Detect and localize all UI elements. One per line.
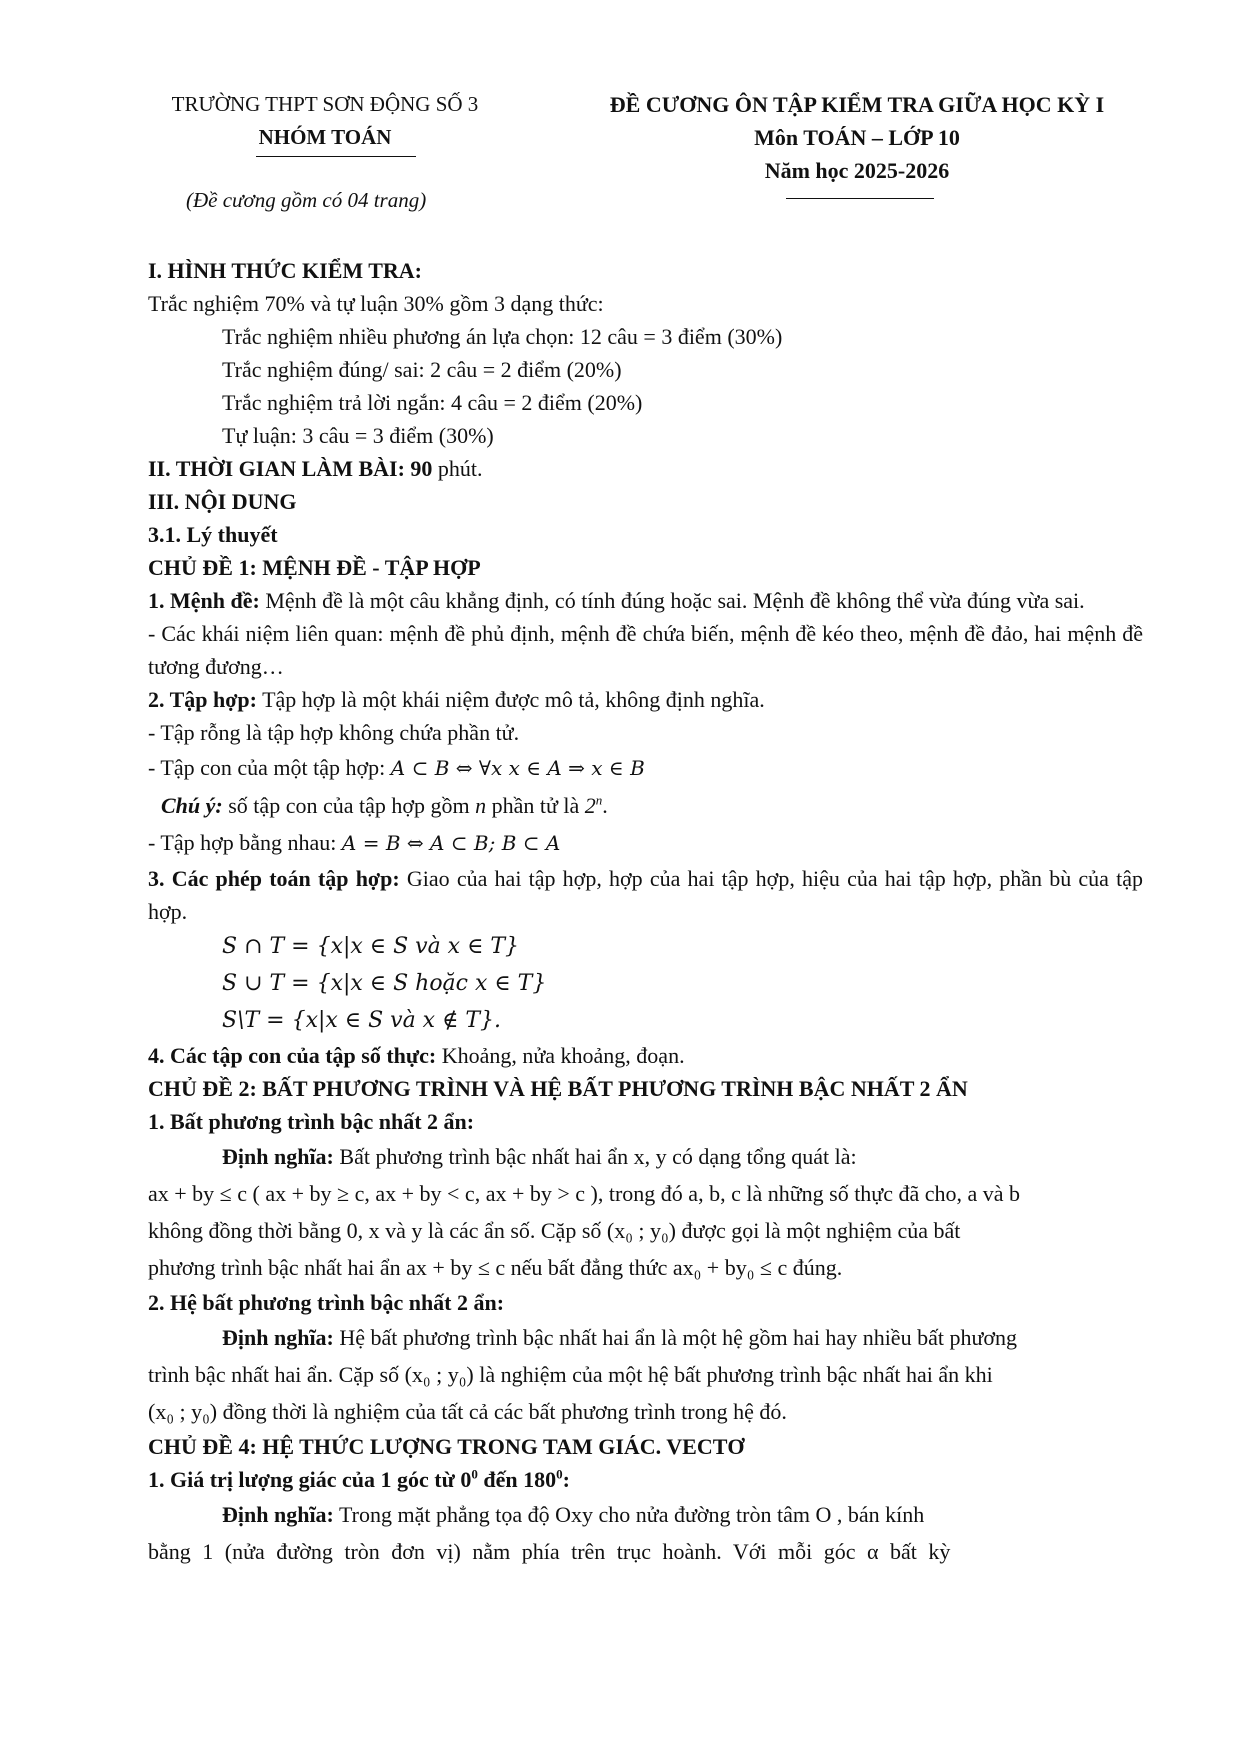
- set-equality-label: - Tập hợp bằng nhau:: [148, 830, 342, 855]
- definition-1-line-2: ax + by ≤ c ( ax + by ≥ c, ax + by < c, ax + by > c ), trong đó a, b, c là những số thực đã cho, a và b: [148, 1181, 1021, 1206]
- school-name: TRƯỜNG THPT SƠN ĐỘNG SỐ 3: [171, 92, 479, 116]
- note-pow-exp: n: [595, 792, 603, 808]
- degree-sup-1: 0: [471, 1466, 478, 1482]
- section-2-heading: II. THỜI GIAN LÀM BÀI:: [148, 456, 405, 481]
- exam-format-item: Trắc nghiệm trả lời ngắn: 4 câu = 2 điểm (20%): [222, 390, 643, 415]
- topic-2-heading: CHỦ ĐỀ 2: BẤT PHƯƠNG TRÌNH VÀ HỆ BẤT PHƯƠNG TRÌNH BẬC NHẤT 2 ẨN: [148, 1076, 968, 1101]
- real-subsets-label: 4. Các tập con của tập số thực:: [148, 1043, 437, 1068]
- header-right: [572, 88, 1142, 187]
- note-end: .: [602, 793, 608, 818]
- trig-heading-part-c: :: [562, 1467, 570, 1492]
- topic-4-heading: CHỦ ĐỀ 4: HỆ THỨC LƯỢNG TRONG TAM GIÁC. VECTƠ: [148, 1434, 745, 1459]
- real-subsets-paragraph: [148, 1039, 1143, 1072]
- definition-label: Định nghĩa:: [222, 1325, 334, 1350]
- definition-2-line-2: trình bậc nhất hai ẩn. Cặp số (x₀ ; y₀) là nghiệm của một hệ bất phương trình bậc nhất hai ẩn khi: [148, 1362, 993, 1387]
- degree-sup-2: 0: [556, 1466, 563, 1482]
- trig-heading-part-a: 1. Giá trị lượng giác của 1 góc từ 0: [148, 1467, 472, 1492]
- set-paragraph: [148, 683, 1143, 716]
- doc-subject: Môn TOÁN – LỚP 10: [754, 125, 960, 150]
- group-underline: [256, 156, 416, 157]
- difference-formula: S\T = {x|x ∈ S và x ∉ T}.: [222, 1008, 502, 1033]
- exam-format-item: Tự luận: 3 câu = 3 điểm (30%): [222, 423, 494, 448]
- definition-2-line-1: [148, 1319, 1143, 1356]
- note-n: n: [475, 793, 487, 818]
- group-name: NHÓM TOÁN: [258, 125, 392, 149]
- linear-inequality-heading: 1. Bất phương trình bậc nhất 2 ẩn:: [148, 1109, 475, 1134]
- set-operations-paragraph: [148, 862, 1143, 928]
- subset-line: [148, 749, 1143, 787]
- inequality-system-heading: 2. Hệ bất phương trình bậc nhất 2 ẩn:: [148, 1290, 505, 1315]
- intersection-formula: S ∩ T = {x|x ∈ S và x ∈ T}: [222, 934, 520, 959]
- proposition-label: 1. Mệnh đề:: [148, 588, 260, 613]
- exam-format-item: Trắc nghiệm đúng/ sai: 2 câu = 2 điểm (20%): [222, 357, 622, 382]
- empty-set-line: - Tập rỗng là tập hợp không chứa phần tử.: [148, 720, 520, 745]
- doc-year: Năm học 2025-2026: [764, 158, 950, 183]
- section-3-heading: III. NỘI DUNG: [148, 489, 297, 514]
- subset-formula: A ⊂ B ⇔ ∀x x ∈ A ⇒ x ∈ B: [390, 756, 645, 780]
- duration-unit: phút.: [432, 456, 483, 481]
- definition-1-line-1: [148, 1138, 1143, 1175]
- set-text: Tập hợp là một khái niệm được mô tả, không định nghĩa.: [257, 687, 765, 712]
- set-equality-formula: A = B ⇔ A ⊂ B; B ⊂ A: [341, 831, 561, 855]
- subset-note: [148, 787, 1143, 824]
- exam-duration: 90: [404, 456, 433, 481]
- definition-label: Định nghĩa:: [222, 1502, 334, 1527]
- note-text-b: phần tử là: [486, 793, 585, 818]
- theory-heading: 3.1. Lý thuyết: [148, 522, 278, 547]
- definition-1-line-4: phương trình bậc nhất hai ẩn ax + by ≤ c nếu bất đẳng thức ax₀ + by₀ ≤ c đúng.: [148, 1255, 843, 1280]
- definition-1-text: Bất phương trình bậc nhất hai ẩn x, y có dạng tổng quát là:: [333, 1144, 857, 1169]
- definition-3-line-1: [148, 1496, 1143, 1533]
- topic-1-heading: CHỦ ĐỀ 1: MỆNH ĐỀ - TẬP HỢP: [148, 555, 481, 580]
- real-subsets-text: Khoảng, nửa khoảng, đoạn.: [436, 1043, 685, 1068]
- section-2: [148, 452, 1143, 485]
- set-operations-text: Giao của hai tập hợp, hợp của hai tập hợp, hiệu của hai tập hợp, phần bù của tập hợp.: [148, 866, 1143, 924]
- proposition-paragraph: [148, 584, 1143, 617]
- subset-label: - Tập con của một tập hợp:: [148, 755, 391, 780]
- proposition-text: Mệnh đề là một câu khẳng định, có tính đúng hoặc sai. Mệnh đề không thể vừa đúng vừa sai.: [259, 588, 1085, 613]
- header-left: [130, 88, 520, 154]
- note-text-a: số tập con của tập hợp gồm: [222, 793, 476, 818]
- definition-2-line-3: (x₀ ; y₀) đồng thời là nghiệm của tất cả các bất phương trình trong hệ đó.: [148, 1399, 787, 1424]
- section-1-heading: I. HÌNH THỨC KIỂM TRA:: [148, 258, 423, 283]
- trig-heading-part-b: đến 180: [477, 1467, 557, 1492]
- note-pow-base: 2: [584, 793, 596, 818]
- exam-format-item: Trắc nghiệm nhiều phương án lựa chọn: 12 câu = 3 điểm (30%): [222, 324, 783, 349]
- definition-3-text: Trong mặt phẳng tọa độ Oxy cho nửa đường tròn tâm O , bán kính: [333, 1502, 925, 1527]
- trig-values-heading: [148, 1463, 1143, 1496]
- definition-3-line-2: bằng 1 (nửa đường tròn đơn vị) nằm phía trên trục hoành. Với mỗi góc α bất kỳ: [148, 1539, 951, 1564]
- document-body: [148, 254, 1143, 1570]
- section-1-intro: Trắc nghiệm 70% và tự luận 30% gồm 3 dạng thức:: [148, 291, 604, 316]
- doc-title: ĐỀ CƯƠNG ÔN TẬP KIỂM TRA GIỮA HỌC KỲ I: [609, 92, 1105, 117]
- definition-1-line-3: không đồng thời bằng 0, x và y là các ẩn số. Cặp số (x₀ ; y₀) được gọi là một nghiệm của bất: [148, 1218, 961, 1243]
- set-equality-line: [148, 824, 1143, 862]
- definition-2-text: Hệ bất phương trình bậc nhất hai ẩn là một hệ gồm hai hay nhiều bất phương: [333, 1325, 1018, 1350]
- set-operations-label: 3. Các phép toán tập hợp:: [148, 866, 400, 891]
- union-formula: S ∪ T = {x|x ∈ S hoặc x ∈ T}: [222, 971, 547, 996]
- related-concepts: - Các khái niệm liên quan: mệnh đề phủ định, mệnh đề chứa biến, mệnh đề kéo theo, mệnh đề đảo, hai mệnh đề tương đương…: [148, 621, 1143, 679]
- note-label: Chú ý:: [161, 793, 223, 818]
- pages-note: (Đề cương gồm có 04 trang): [186, 188, 427, 212]
- year-underline: [786, 198, 934, 199]
- set-label: 2. Tập hợp:: [148, 687, 257, 712]
- definition-label: Định nghĩa:: [222, 1144, 334, 1169]
